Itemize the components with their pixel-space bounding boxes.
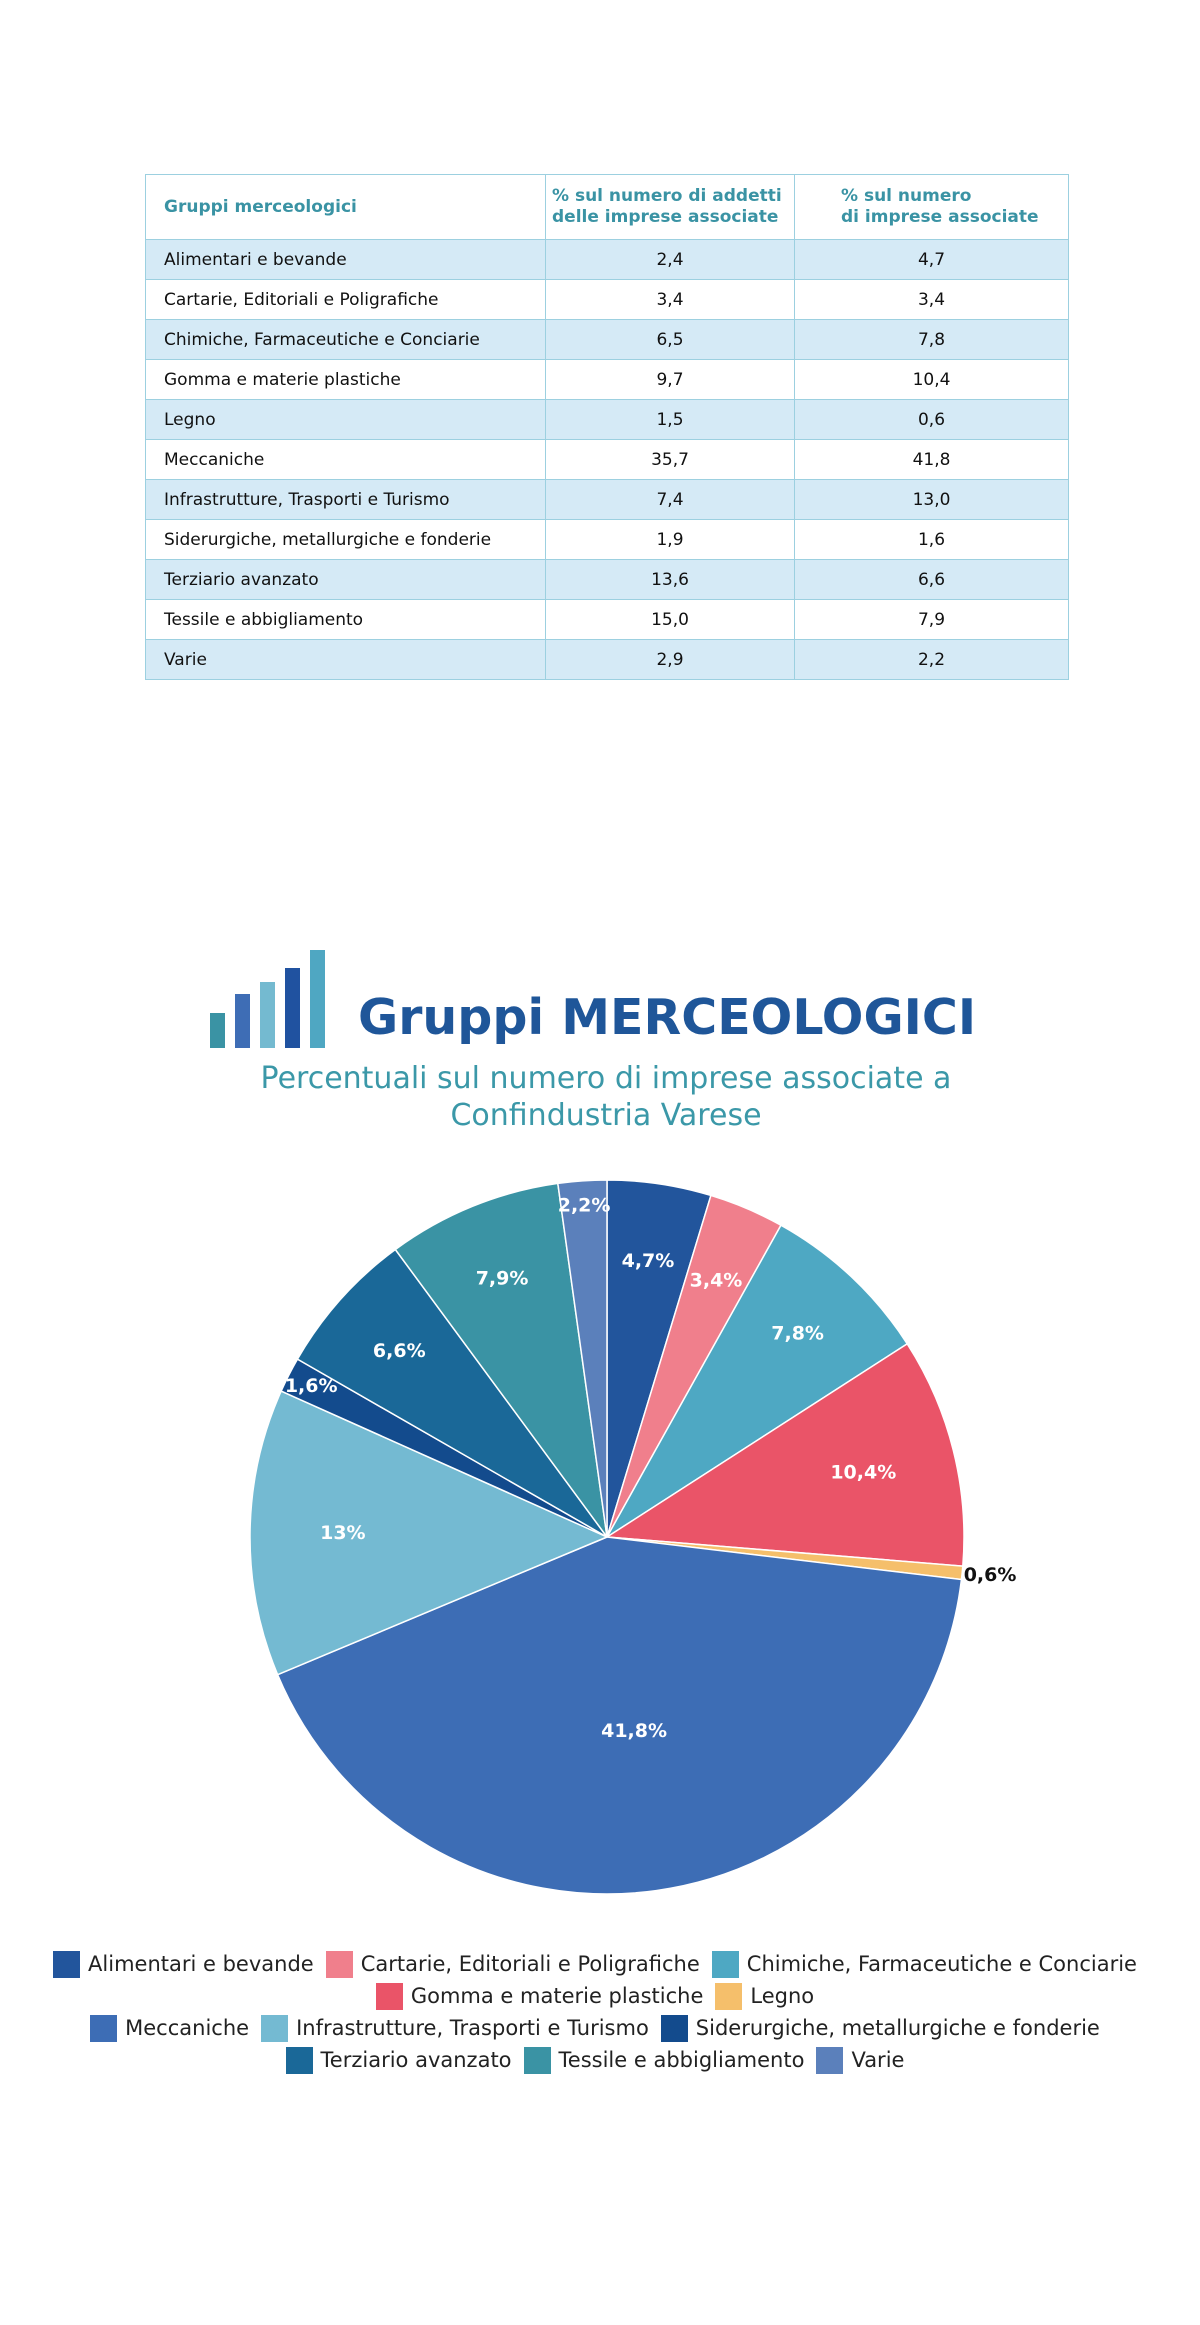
- cell-companies-pct: 1,6: [795, 520, 1069, 560]
- slice-label: 4,7%: [621, 1250, 675, 1273]
- cell-companies-pct: 10,4: [795, 360, 1069, 400]
- legend-label: Gomma e materie plastiche: [410, 1984, 704, 2008]
- cell-group-name: Gomma e materie plastiche: [146, 360, 546, 400]
- slice-label: 13%: [320, 1522, 366, 1545]
- cell-companies-pct: 7,8: [795, 320, 1069, 360]
- legend-label: Chimiche, Farmaceutiche e Conciarie: [746, 1952, 1137, 1976]
- slice-label: 10,4%: [830, 1461, 897, 1484]
- cell-employees-pct: 35,7: [546, 440, 795, 480]
- legend-label: Terziario avanzato: [320, 2048, 512, 2072]
- legend-item: [524, 2047, 805, 2074]
- legend-item: [286, 2047, 512, 2074]
- legend-label: Alimentari e bevande: [88, 1952, 314, 1976]
- slice-label: 1,6%: [284, 1374, 338, 1397]
- cell-employees-pct: 2,9: [546, 640, 795, 680]
- cell-group-name: Chimiche, Farmaceutiche e Conciarie: [146, 320, 546, 360]
- slice-label: 6,6%: [372, 1340, 426, 1363]
- cell-group-name: Meccaniche: [146, 440, 546, 480]
- legend-label: Meccaniche: [125, 2016, 250, 2040]
- legend-item: [816, 2047, 904, 2074]
- legend-item: [661, 2015, 1100, 2042]
- cell-group-name: Terziario avanzato: [146, 560, 546, 600]
- slice-label: 0,6%: [963, 1564, 1017, 1587]
- cell-companies-pct: 7,9: [795, 600, 1069, 640]
- cell-group-name: Alimentari e bevande: [146, 240, 546, 280]
- page-title: Gruppi MERCEOLOGICI: [358, 989, 977, 1046]
- legend-row: [40, 1948, 1150, 1980]
- legend-swatch: [53, 1951, 80, 1978]
- legend-label: Legno: [750, 1984, 815, 2008]
- column-header-group: Gruppi merceologici: [146, 175, 546, 240]
- legend-swatch: [715, 1983, 742, 2010]
- legend-item: [53, 1951, 314, 1978]
- legend-item: [376, 1983, 704, 2010]
- cell-employees-pct: 13,6: [546, 560, 795, 600]
- slice-label: 7,9%: [475, 1267, 529, 1290]
- cell-group-name: Siderurgiche, metallurgiche e fonderie: [146, 520, 546, 560]
- legend-item: [326, 1951, 700, 1978]
- cell-group-name: Tessile e abbigliamento: [146, 600, 546, 640]
- cell-companies-pct: 2,2: [795, 640, 1069, 680]
- subtitle-line2: Confindustria Varese: [450, 1098, 762, 1133]
- legend-swatch: [712, 1951, 739, 1978]
- cell-group-name: Cartarie, Editoriali e Poligrafiche: [146, 280, 546, 320]
- chart-legend: [40, 1948, 1150, 2076]
- cell-employees-pct: 2,4: [546, 240, 795, 280]
- legend-swatch: [524, 2047, 551, 2074]
- cell-companies-pct: 41,8: [795, 440, 1069, 480]
- legend-label: Varie: [851, 2048, 905, 2072]
- cell-group-name: Varie: [146, 640, 546, 680]
- column-header-companies-line1: % sul numero: [841, 186, 972, 206]
- legend-row: [40, 2012, 1150, 2044]
- column-header-employees-line1: % sul numero di addetti: [552, 186, 782, 206]
- column-header-employees-line2: delle imprese associate: [552, 207, 779, 227]
- legend-swatch: [326, 1951, 353, 1978]
- legend-label: Siderurgiche, metallurgiche e fonderie: [695, 2016, 1100, 2040]
- cell-companies-pct: 6,6: [795, 560, 1069, 600]
- slice-label: 41,8%: [601, 1719, 668, 1742]
- legend-swatch: [261, 2015, 288, 2042]
- legend-label: Cartarie, Editoriali e Poligrafiche: [360, 1952, 700, 1976]
- legend-swatch: [286, 2047, 313, 2074]
- legend-swatch: [376, 1983, 403, 2010]
- subtitle-line1: Percentuali sul numero di imprese associate a: [260, 1061, 952, 1096]
- legend-swatch: [90, 2015, 117, 2042]
- slice-label: 3,4%: [689, 1269, 743, 1292]
- legend-item: [712, 1951, 1137, 1978]
- legend-item: [715, 1983, 814, 2010]
- cell-companies-pct: 0,6: [795, 400, 1069, 440]
- slice-label: 7,8%: [771, 1322, 824, 1345]
- legend-label: Infrastrutture, Trasporti e Turismo: [296, 2016, 649, 2040]
- cell-employees-pct: 9,7: [546, 360, 795, 400]
- legend-label: Tessile e abbigliamento: [558, 2048, 805, 2072]
- cell-employees-pct: 1,5: [546, 400, 795, 440]
- cell-companies-pct: 3,4: [795, 280, 1069, 320]
- cell-employees-pct: 15,0: [546, 600, 795, 640]
- cell-group-name: Infrastrutture, Trasporti e Turismo: [146, 480, 546, 520]
- cell-companies-pct: 13,0: [795, 480, 1069, 520]
- cell-employees-pct: 1,9: [546, 520, 795, 560]
- legend-row: [40, 2044, 1150, 2076]
- legend-swatch: [816, 2047, 843, 2074]
- cell-employees-pct: 3,4: [546, 280, 795, 320]
- column-header-companies-line2: di imprese associate: [841, 207, 1039, 227]
- slice-label: 2,2%: [557, 1194, 611, 1217]
- legend-item: [90, 2015, 249, 2042]
- cell-companies-pct: 4,7: [795, 240, 1069, 280]
- legend-item: [261, 2015, 649, 2042]
- cell-group-name: Legno: [146, 400, 546, 440]
- cell-employees-pct: 6,5: [546, 320, 795, 360]
- legend-row: [40, 1980, 1150, 2012]
- legend-swatch: [661, 2015, 688, 2042]
- cell-employees-pct: 7,4: [546, 480, 795, 520]
